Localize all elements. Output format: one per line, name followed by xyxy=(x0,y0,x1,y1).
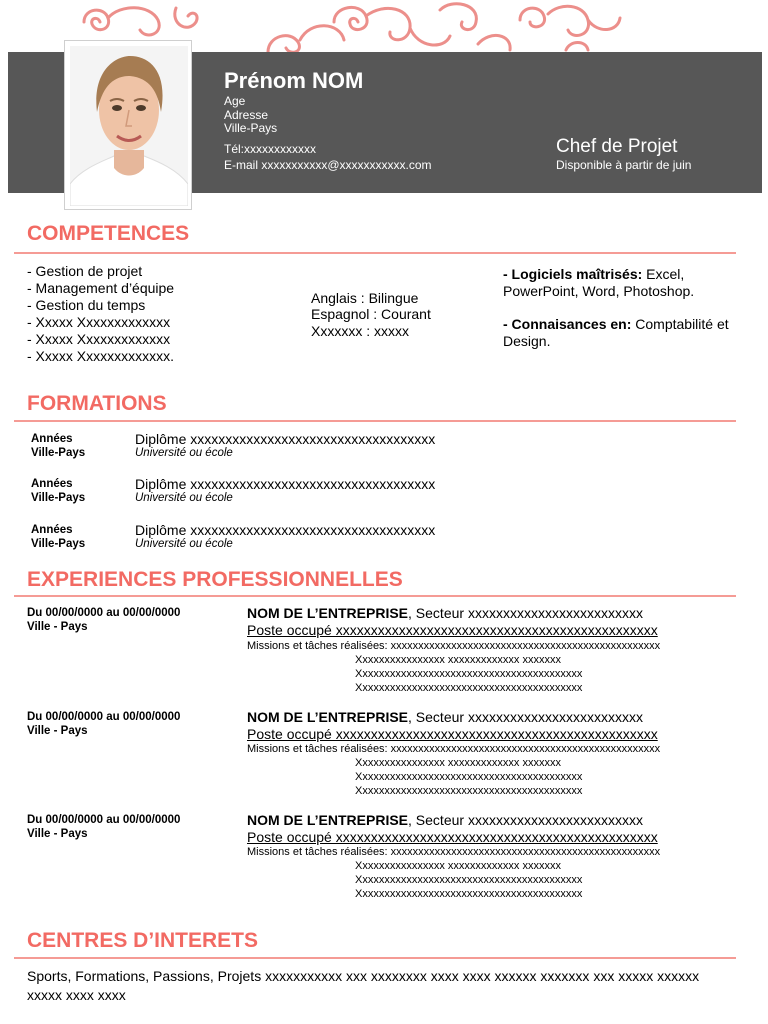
experience-missions: Missions et tâches réalisées: xxxxxxxxxxxxxxxxxxxxxxxxxxxxxxxxxxxxxxxxxxxxxxxxx xyxy=(247,743,661,755)
software-value: Excel, PowerPoint, Word, Photoshop. xyxy=(503,266,695,299)
section-title-formations: FORMATIONS xyxy=(27,392,167,415)
company-sector: , Secteur xxxxxxxxxxxxxxxxxxxxxxxxx xyxy=(408,709,643,725)
formation-school: Université ou école xyxy=(135,447,233,459)
email-text: E-mail xxxxxxxxxxx@xxxxxxxxxxx.com xyxy=(224,158,432,172)
age-text: Age xyxy=(224,94,246,108)
section-divider xyxy=(14,595,736,597)
formation-school: Université ou école xyxy=(135,492,233,504)
formation-diploma: Diplôme xxxxxxxxxxxxxxxxxxxxxxxxxxxxxxxxxxx xyxy=(135,431,436,447)
experience-missions: Missions et tâches réalisées: xxxxxxxxxxxxxxxxxxxxxxxxxxxxxxxxxxxxxxxxxxxxxxxxx xyxy=(247,640,661,652)
mission-line: Xxxxxxxxxxxxxxxxxxxxxxxxxxxxxxxxxxxxxxxxx xyxy=(355,785,583,797)
skill-item: - Gestion de projet xyxy=(27,263,143,279)
language-item: Anglais : Bilingue xyxy=(311,290,419,306)
company-sector: , Secteur xxxxxxxxxxxxxxxxxxxxxxxxx xyxy=(408,605,643,621)
section-divider xyxy=(14,252,736,254)
mission-line: Xxxxxxxxxxxxxxxxxxxxxxxxxxxxxxxxxxxxxxxxx xyxy=(355,668,583,680)
software-skills xyxy=(503,266,748,300)
mission-line: Xxxxxxxxxxxxxxxxxxxxxxxxxxxxxxxxxxxxxxxxx xyxy=(355,771,583,783)
availability-text: Disponible à partir de juin xyxy=(556,158,692,172)
candidate-name: Prénom NOM xyxy=(224,68,364,93)
phone-text: Tél:xxxxxxxxxxxx xyxy=(224,142,317,156)
formation-year: Années xyxy=(31,524,73,536)
mission-line: Xxxxxxxxxxxxxxxx xxxxxxxxxxxxx xxxxxxx xyxy=(355,757,561,769)
skill-item: - Xxxxx Xxxxxxxxxxxxx. xyxy=(27,348,175,364)
experience-place: Ville - Pays xyxy=(27,725,88,737)
skill-item: - Gestion du temps xyxy=(27,297,146,313)
experience-missions: Missions et tâches réalisées: xxxxxxxxxxxxxxxxxxxxxxxxxxxxxxxxxxxxxxxxxxxxxxxxx xyxy=(247,846,661,858)
skill-item: - Xxxxx Xxxxxxxxxxxxx xyxy=(27,314,171,330)
formation-diploma: Diplôme xxxxxxxxxxxxxxxxxxxxxxxxxxxxxxxxxxx xyxy=(135,476,436,492)
formation-year: Années xyxy=(31,478,73,490)
knowledge-label: - Connaisances en: xyxy=(503,316,632,332)
language-item: Espagnol : Courant xyxy=(311,306,431,322)
experience-dates: Du 00/00/0000 au 00/00/0000 xyxy=(27,607,181,619)
formation-diploma: Diplôme xxxxxxxxxxxxxxxxxxxxxxxxxxxxxxxxxxx xyxy=(135,522,436,538)
section-title-experiences: EXPERIENCES PROFESSIONNELLES xyxy=(27,568,403,591)
mission-line: Xxxxxxxxxxxxxxxxxxxxxxxxxxxxxxxxxxxxxxxxx xyxy=(355,888,583,900)
avatar-icon xyxy=(70,46,188,206)
section-title-competences: COMPETENCES xyxy=(27,222,190,245)
company-sector: , Secteur xxxxxxxxxxxxxxxxxxxxxxxxx xyxy=(408,812,643,828)
knowledge-skills xyxy=(503,316,748,350)
skill-item: - Management d’équipe xyxy=(27,280,175,296)
job-title: Chef de Projet xyxy=(556,136,678,157)
experience-place: Ville - Pays xyxy=(27,828,88,840)
formation-place: Ville-Pays xyxy=(31,447,86,459)
experience-place: Ville - Pays xyxy=(27,621,88,633)
mission-line: Xxxxxxxxxxxxxxxx xxxxxxxxxxxxx xxxxxxx xyxy=(355,860,561,872)
profile-photo xyxy=(64,40,192,210)
section-title-interests: CENTRES D’INTERETS xyxy=(27,929,259,952)
formation-year: Années xyxy=(31,433,73,445)
formation-place: Ville-Pays xyxy=(31,538,86,550)
mission-line: Xxxxxxxxxxxxxxxxxxxxxxxxxxxxxxxxxxxxxxxxx xyxy=(355,682,583,694)
experience-company xyxy=(247,812,643,828)
company-name: NOM DE L’ENTREPRISE xyxy=(247,812,409,828)
experience-company xyxy=(247,605,643,621)
formation-school: Université ou école xyxy=(135,538,233,550)
skill-item: - Xxxxx Xxxxxxxxxxxxx xyxy=(27,331,171,347)
experience-dates: Du 00/00/0000 au 00/00/0000 xyxy=(27,814,181,826)
section-divider xyxy=(14,957,736,959)
experience-company xyxy=(247,709,643,725)
interests-text: Sports, Formations, Passions, Projets xxxxxxxxxxx xxx xxxxxxxx xxxx xxxx xxxxxx xxxxxxx xxx xxxxx xxxxxx xxxxx xxxx xxxx xyxy=(27,968,700,1003)
knowledge-value: Comptabilité et Design. xyxy=(503,316,729,349)
language-item: Xxxxxxx : xxxxx xyxy=(311,323,410,339)
experience-post: Poste occupé xxxxxxxxxxxxxxxxxxxxxxxxxxxxxxxxxxxxxxxxxxxxxx xyxy=(247,622,658,638)
formation-place: Ville-Pays xyxy=(31,492,86,504)
city-text: Ville-Pays xyxy=(224,121,278,135)
mission-line: Xxxxxxxxxxxxxxxx xxxxxxxxxxxxx xxxxxxx xyxy=(355,654,561,666)
company-name: NOM DE L’ENTREPRISE xyxy=(247,605,409,621)
software-label: - Logiciels maîtrisés: xyxy=(503,266,643,282)
experience-post: Poste occupé xxxxxxxxxxxxxxxxxxxxxxxxxxxxxxxxxxxxxxxxxxxxxx xyxy=(247,726,658,742)
section-divider xyxy=(14,420,736,422)
mission-line: Xxxxxxxxxxxxxxxxxxxxxxxxxxxxxxxxxxxxxxxxx xyxy=(355,874,583,886)
address-text: Adresse xyxy=(224,108,269,122)
experience-dates: Du 00/00/0000 au 00/00/0000 xyxy=(27,711,181,723)
company-name: NOM DE L’ENTREPRISE xyxy=(247,709,409,725)
experience-post: Poste occupé xxxxxxxxxxxxxxxxxxxxxxxxxxxxxxxxxxxxxxxxxxxxxx xyxy=(247,829,658,845)
